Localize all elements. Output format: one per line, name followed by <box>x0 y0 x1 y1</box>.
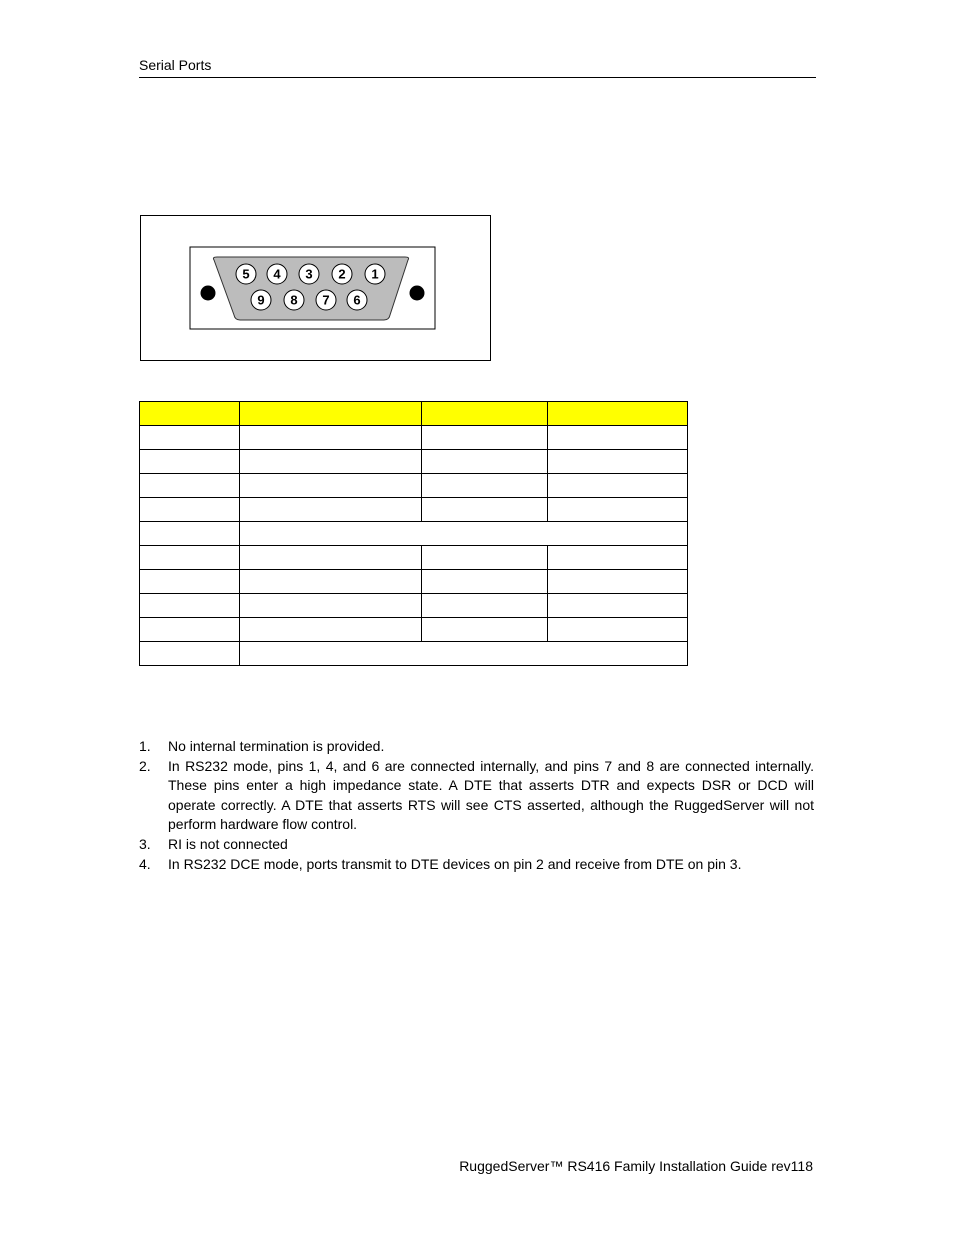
pin-number: 9 <box>257 292 265 308</box>
table-cell <box>140 498 240 522</box>
table-row <box>140 594 688 618</box>
table-cell <box>548 618 688 642</box>
table-cell <box>240 426 422 450</box>
table-cell <box>140 618 240 642</box>
pin-number: 4 <box>273 266 281 282</box>
table-cell <box>548 498 688 522</box>
table-cell <box>140 642 240 666</box>
table-cell <box>548 546 688 570</box>
table-header-cell <box>140 402 240 426</box>
table-cell <box>548 570 688 594</box>
note-item <box>139 737 814 757</box>
table-header-cell <box>422 402 548 426</box>
table-cell <box>240 474 422 498</box>
table-cell <box>240 594 422 618</box>
pin-number: 5 <box>242 266 250 282</box>
table-cell <box>422 426 548 450</box>
note-number: 3. <box>139 835 151 852</box>
table-cell <box>240 570 422 594</box>
table-row <box>140 642 688 666</box>
pinout-table <box>139 401 688 666</box>
note-item <box>139 835 814 855</box>
table-cell <box>140 426 240 450</box>
table-row <box>140 498 688 522</box>
mounting-hole-left <box>201 286 216 301</box>
running-header: Serial Ports <box>139 57 212 73</box>
table-cell <box>548 426 688 450</box>
table-cell <box>240 546 422 570</box>
table-cell <box>422 618 548 642</box>
db9-connector-drawing <box>141 216 492 362</box>
table-row <box>140 546 688 570</box>
pin-number: 2 <box>338 266 346 282</box>
table-cell <box>422 570 548 594</box>
table-cell <box>422 594 548 618</box>
table-cell <box>140 570 240 594</box>
table-cell <box>140 594 240 618</box>
note-item <box>139 757 814 835</box>
notes-list <box>139 737 814 874</box>
table-cell <box>422 450 548 474</box>
table-row <box>140 570 688 594</box>
table-cell <box>240 450 422 474</box>
pin-number: 1 <box>371 266 379 282</box>
table-row <box>140 618 688 642</box>
pin-number: 7 <box>322 292 330 308</box>
table-cell <box>548 474 688 498</box>
table-cell <box>422 474 548 498</box>
table-cell <box>240 498 422 522</box>
table-cell <box>240 642 688 666</box>
db9-connector-figure <box>140 215 491 361</box>
table-cell <box>548 594 688 618</box>
table-header-row <box>140 402 688 426</box>
table-header-cell <box>240 402 422 426</box>
table-cell <box>422 546 548 570</box>
table-row <box>140 522 688 546</box>
table-header-cell <box>548 402 688 426</box>
table-cell <box>140 474 240 498</box>
table-cell <box>140 450 240 474</box>
table-cell <box>240 618 422 642</box>
table-cell <box>140 546 240 570</box>
note-number: 1. <box>139 738 151 754</box>
note-number: 4. <box>139 855 151 872</box>
table-row <box>140 426 688 450</box>
mounting-hole-right <box>410 286 425 301</box>
table-row <box>140 474 688 498</box>
note-number: 2. <box>139 757 151 774</box>
pin-number: 6 <box>353 292 361 308</box>
header-rule <box>139 77 816 78</box>
pin-number: 3 <box>305 266 313 282</box>
table-cell <box>422 498 548 522</box>
note-item <box>139 855 814 875</box>
table-cell <box>548 450 688 474</box>
note-text: No internal termination is provided. <box>168 738 385 754</box>
table-cell <box>240 522 688 546</box>
table-row <box>140 450 688 474</box>
pin-number: 8 <box>290 292 298 308</box>
note-text: RI is not connected <box>168 835 288 852</box>
running-footer: RuggedServer™ RS416 Family Installation Guide rev118 <box>459 1158 813 1174</box>
note-text: In RS232 mode, pins 1, 4, and 6 are connected internally, and pins 7 and 8 are connected internally. These pins enter a high impedance state. A DTE that asserts DTR and expects DSR or DCD will operate correctly. A DTE that asserts RTS will see CTS asserted, although the RuggedServer will not perform hardware flow control. <box>168 757 814 833</box>
note-text: In RS232 DCE mode, ports transmit to DTE devices on pin 2 and receive from DTE on pin 3. <box>168 855 742 872</box>
table-cell <box>140 522 240 546</box>
